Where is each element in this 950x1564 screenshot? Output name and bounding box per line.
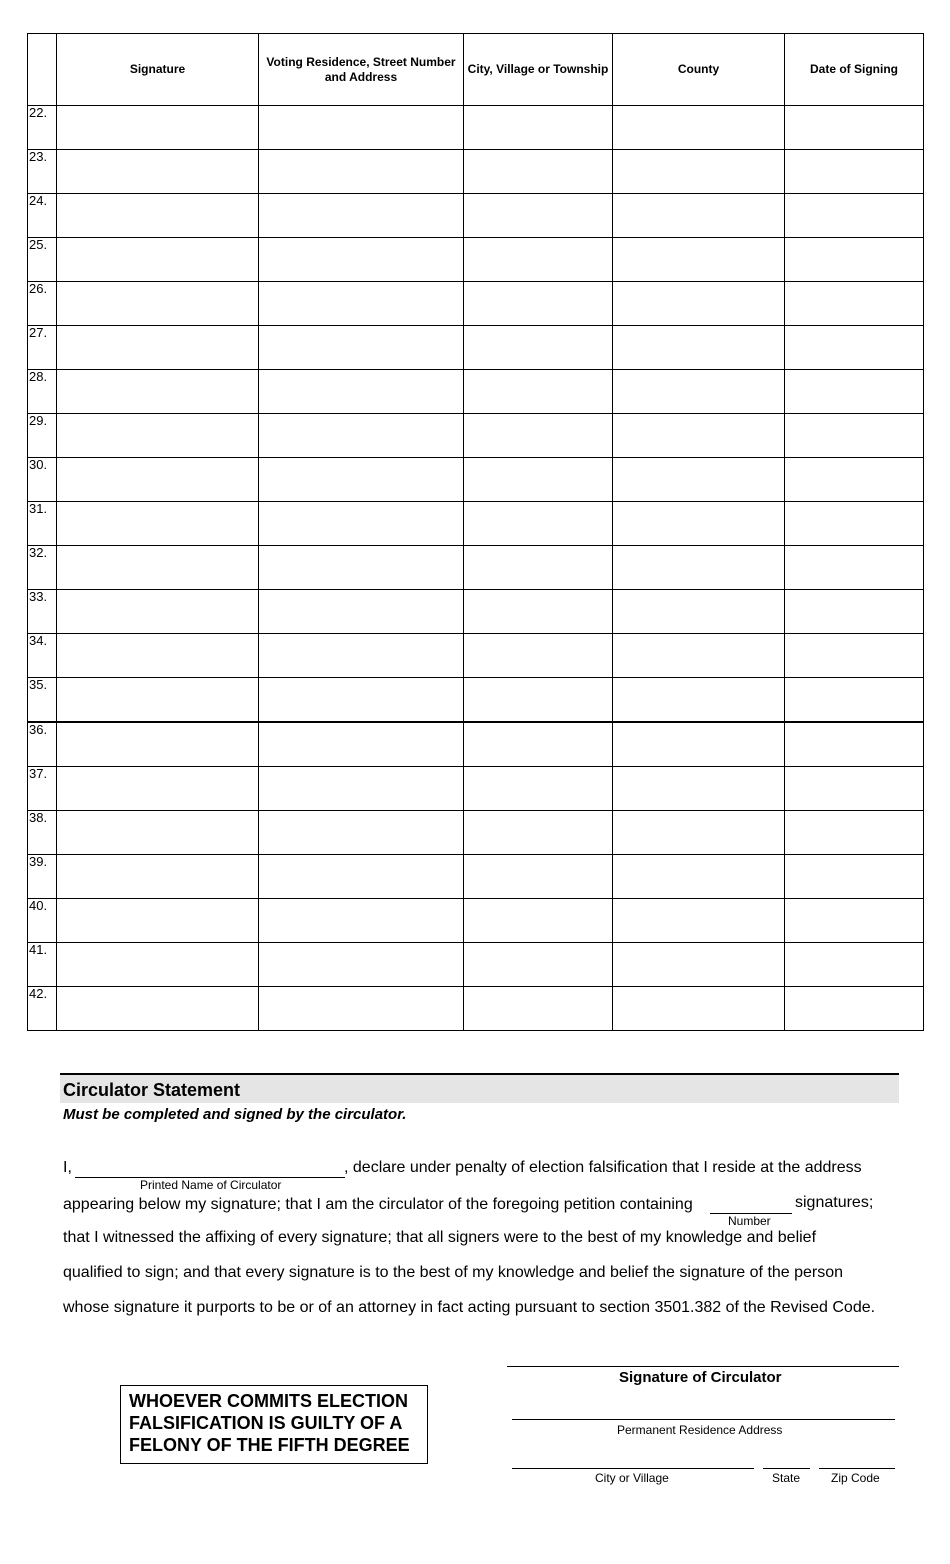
city-village-township-cell[interactable]: [464, 987, 613, 1031]
printed-name-field[interactable]: [75, 1159, 345, 1178]
city-village-township-cell[interactable]: [464, 414, 613, 458]
row-number: 28.: [28, 370, 57, 414]
signature-cell[interactable]: [57, 150, 259, 194]
voting-residence-cell[interactable]: [259, 370, 464, 414]
circulator-signature-field[interactable]: [507, 1340, 899, 1367]
voting-residence-cell[interactable]: [259, 458, 464, 502]
statement-line1-prefix: I,: [63, 1159, 72, 1176]
signature-cell[interactable]: [57, 678, 259, 723]
signature-cell[interactable]: [57, 414, 259, 458]
date-of-signing-cell[interactable]: [785, 414, 924, 458]
city-village-township-cell[interactable]: [464, 678, 613, 723]
table-header-row: [28, 34, 924, 106]
signature-cell[interactable]: [57, 326, 259, 370]
voting-residence-cell[interactable]: [259, 811, 464, 855]
signature-cell[interactable]: [57, 634, 259, 678]
voting-residence-cell[interactable]: [259, 855, 464, 899]
county-cell[interactable]: [613, 106, 785, 150]
county-cell[interactable]: [613, 194, 785, 238]
county-cell[interactable]: [613, 590, 785, 634]
city-village-label: City or Village: [595, 1471, 669, 1485]
zip-code-label: Zip Code: [831, 1471, 880, 1485]
signature-cell[interactable]: [57, 546, 259, 590]
voting-residence-cell[interactable]: [259, 899, 464, 943]
statement-line2-prefix: appearing below my signature; that I am the circulator of the foregoing petition containing: [63, 1196, 693, 1213]
row-number: 33.: [28, 590, 57, 634]
header-date-of-signing: Date of Signing: [785, 34, 924, 106]
signature-cell[interactable]: [57, 943, 259, 987]
city-village-township-cell[interactable]: [464, 722, 613, 767]
county-cell[interactable]: [613, 899, 785, 943]
voting-residence-cell[interactable]: [259, 546, 464, 590]
signature-cell[interactable]: [57, 899, 259, 943]
signature-cell[interactable]: [57, 458, 259, 502]
voting-residence-cell[interactable]: [259, 678, 464, 723]
table-row: [28, 546, 924, 590]
header-county: County: [613, 34, 785, 106]
date-of-signing-cell[interactable]: [785, 150, 924, 194]
header-city-village-township: City, Village or Township: [464, 34, 613, 106]
statement-line4: qualified to sign; and that every signature is to the best of my knowledge and belief the signature of the person: [63, 1264, 844, 1281]
voting-residence-cell[interactable]: [259, 194, 464, 238]
date-of-signing-cell[interactable]: [785, 502, 924, 546]
county-cell[interactable]: [613, 370, 785, 414]
row-number: 29.: [28, 414, 57, 458]
date-of-signing-cell[interactable]: [785, 370, 924, 414]
row-number: 24.: [28, 194, 57, 238]
circulator-statement-title: Circulator Statement: [63, 1080, 241, 1100]
date-of-signing-cell[interactable]: [785, 106, 924, 150]
table-row: [28, 634, 924, 678]
city-village-township-cell[interactable]: [464, 811, 613, 855]
table-row: [28, 282, 924, 326]
election-falsification-warning: [120, 1385, 428, 1464]
date-of-signing-cell[interactable]: [785, 767, 924, 811]
date-of-signing-cell[interactable]: [785, 987, 924, 1031]
signature-cell[interactable]: [57, 194, 259, 238]
table-row: [28, 722, 924, 767]
city-village-township-cell[interactable]: [464, 238, 613, 282]
table-row: [28, 326, 924, 370]
county-cell[interactable]: [613, 987, 785, 1031]
city-village-township-cell[interactable]: [464, 634, 613, 678]
city-village-field[interactable]: [512, 1446, 754, 1469]
city-village-township-cell[interactable]: [464, 502, 613, 546]
city-village-township-cell[interactable]: [464, 106, 613, 150]
date-of-signing-cell[interactable]: [785, 855, 924, 899]
signature-table: [27, 33, 924, 1031]
date-of-signing-cell[interactable]: [785, 943, 924, 987]
row-number: 31.: [28, 502, 57, 546]
date-of-signing-cell[interactable]: [785, 546, 924, 590]
county-cell[interactable]: [613, 811, 785, 855]
date-of-signing-cell[interactable]: [785, 282, 924, 326]
voting-residence-cell[interactable]: [259, 987, 464, 1031]
row-number: 42.: [28, 987, 57, 1031]
header-number: [28, 34, 57, 106]
date-of-signing-cell[interactable]: [785, 458, 924, 502]
table-row: [28, 502, 924, 546]
signature-cell[interactable]: [57, 370, 259, 414]
statement-line2-suffix: signatures;: [795, 1194, 874, 1211]
row-number: 36.: [28, 722, 57, 767]
table-row: [28, 943, 924, 987]
signature-cell[interactable]: [57, 811, 259, 855]
table-row: [28, 899, 924, 943]
county-cell[interactable]: [613, 282, 785, 326]
date-of-signing-cell[interactable]: [785, 590, 924, 634]
city-village-township-cell[interactable]: [464, 767, 613, 811]
signature-cell[interactable]: [57, 106, 259, 150]
signature-cell[interactable]: [57, 987, 259, 1031]
voting-residence-cell[interactable]: [259, 106, 464, 150]
row-number: 40.: [28, 899, 57, 943]
voting-residence-cell[interactable]: [259, 502, 464, 546]
date-of-signing-cell[interactable]: [785, 899, 924, 943]
row-number: 32.: [28, 546, 57, 590]
date-of-signing-cell[interactable]: [785, 811, 924, 855]
row-number: 23.: [28, 150, 57, 194]
city-village-township-cell[interactable]: [464, 855, 613, 899]
circulator-statement-subtitle: Must be completed and signed by the circulator.: [63, 1106, 407, 1123]
voting-residence-cell[interactable]: [259, 150, 464, 194]
table-row: [28, 811, 924, 855]
statement-line1-suffix: , declare under penalty of election falsification that I reside at the address: [344, 1159, 862, 1176]
voting-residence-cell[interactable]: [259, 767, 464, 811]
state-label: State: [772, 1471, 801, 1485]
signature-cell[interactable]: [57, 238, 259, 282]
row-number: 26.: [28, 282, 57, 326]
date-of-signing-cell[interactable]: [785, 194, 924, 238]
signature-cell[interactable]: [57, 855, 259, 899]
table-row: [28, 238, 924, 282]
city-village-township-cell[interactable]: [464, 590, 613, 634]
row-number: 37.: [28, 767, 57, 811]
voting-residence-cell[interactable]: [259, 634, 464, 678]
voting-residence-cell[interactable]: [259, 722, 464, 767]
city-village-township-cell[interactable]: [464, 194, 613, 238]
number-label: Number: [728, 1214, 771, 1228]
warning-line-2: FALSIFICATION IS GUILTY OF A: [129, 1413, 403, 1433]
residence-address-label: Permanent Residence Address: [617, 1423, 783, 1437]
row-number: 41.: [28, 943, 57, 987]
date-of-signing-cell[interactable]: [785, 238, 924, 282]
residence-address-field[interactable]: [512, 1395, 895, 1420]
signature-of-circulator-label: Signature of Circulator: [619, 1369, 782, 1386]
row-number: 38.: [28, 811, 57, 855]
city-village-township-cell[interactable]: [464, 546, 613, 590]
table-row: [28, 590, 924, 634]
table-row: [28, 414, 924, 458]
date-of-signing-cell[interactable]: [785, 326, 924, 370]
county-cell[interactable]: [613, 458, 785, 502]
signature-cell[interactable]: [57, 722, 259, 767]
signature-cell[interactable]: [57, 590, 259, 634]
table-row: [28, 678, 924, 723]
row-number: 35.: [28, 678, 57, 723]
voting-residence-cell[interactable]: [259, 238, 464, 282]
voting-residence-cell[interactable]: [259, 590, 464, 634]
county-cell[interactable]: [613, 326, 785, 370]
table-row: [28, 150, 924, 194]
county-cell[interactable]: [613, 502, 785, 546]
date-of-signing-cell[interactable]: [785, 722, 924, 767]
county-cell[interactable]: [613, 238, 785, 282]
warning-line-3: FELONY OF THE FIFTH DEGREE: [129, 1435, 410, 1455]
statement-line5: whose signature it purports to be or of an attorney in fact acting pursuant to section 3501.382 of the Revised Code.: [63, 1299, 876, 1316]
county-cell[interactable]: [613, 767, 785, 811]
warning-line-1: WHOEVER COMMITS ELECTION: [129, 1391, 408, 1411]
table-row: [28, 987, 924, 1031]
voting-residence-cell[interactable]: [259, 414, 464, 458]
row-number: 27.: [28, 326, 57, 370]
circulator-statement-header: [60, 1073, 899, 1103]
voting-residence-cell[interactable]: [259, 282, 464, 326]
county-cell[interactable]: [613, 414, 785, 458]
table-row: [28, 106, 924, 150]
voting-residence-cell[interactable]: [259, 326, 464, 370]
header-voting-residence: Voting Residence, Street Number and Address: [259, 34, 464, 106]
row-number: 34.: [28, 634, 57, 678]
zip-code-field[interactable]: [819, 1446, 895, 1469]
table-row: [28, 370, 924, 414]
table-row: [28, 194, 924, 238]
county-cell[interactable]: [613, 943, 785, 987]
row-number: 30.: [28, 458, 57, 502]
city-village-township-cell[interactable]: [464, 458, 613, 502]
city-village-township-cell[interactable]: [464, 899, 613, 943]
signature-count-field[interactable]: [710, 1196, 792, 1214]
county-cell[interactable]: [613, 634, 785, 678]
signature-cell[interactable]: [57, 282, 259, 326]
signature-cell[interactable]: [57, 767, 259, 811]
table-row: [28, 767, 924, 811]
table-body: [28, 106, 924, 1031]
table-row: [28, 458, 924, 502]
state-field[interactable]: [763, 1446, 810, 1469]
city-village-township-cell[interactable]: [464, 370, 613, 414]
county-cell[interactable]: [613, 722, 785, 767]
row-number: 25.: [28, 238, 57, 282]
header-signature: Signature: [57, 34, 259, 106]
row-number: 39.: [28, 855, 57, 899]
signature-cell[interactable]: [57, 502, 259, 546]
county-cell[interactable]: [613, 546, 785, 590]
printed-name-label: Printed Name of Circulator: [140, 1178, 282, 1192]
statement-line3: that I witnessed the affixing of every signature; that all signers were to the best of my knowledge and belief: [63, 1229, 817, 1246]
voting-residence-cell[interactable]: [259, 943, 464, 987]
city-village-township-cell[interactable]: [464, 326, 613, 370]
city-village-township-cell[interactable]: [464, 943, 613, 987]
city-village-township-cell[interactable]: [464, 282, 613, 326]
county-cell[interactable]: [613, 678, 785, 723]
row-number: 22.: [28, 106, 57, 150]
county-cell[interactable]: [613, 855, 785, 899]
city-village-township-cell[interactable]: [464, 150, 613, 194]
date-of-signing-cell[interactable]: [785, 678, 924, 723]
date-of-signing-cell[interactable]: [785, 634, 924, 678]
county-cell[interactable]: [613, 150, 785, 194]
table-row: [28, 855, 924, 899]
